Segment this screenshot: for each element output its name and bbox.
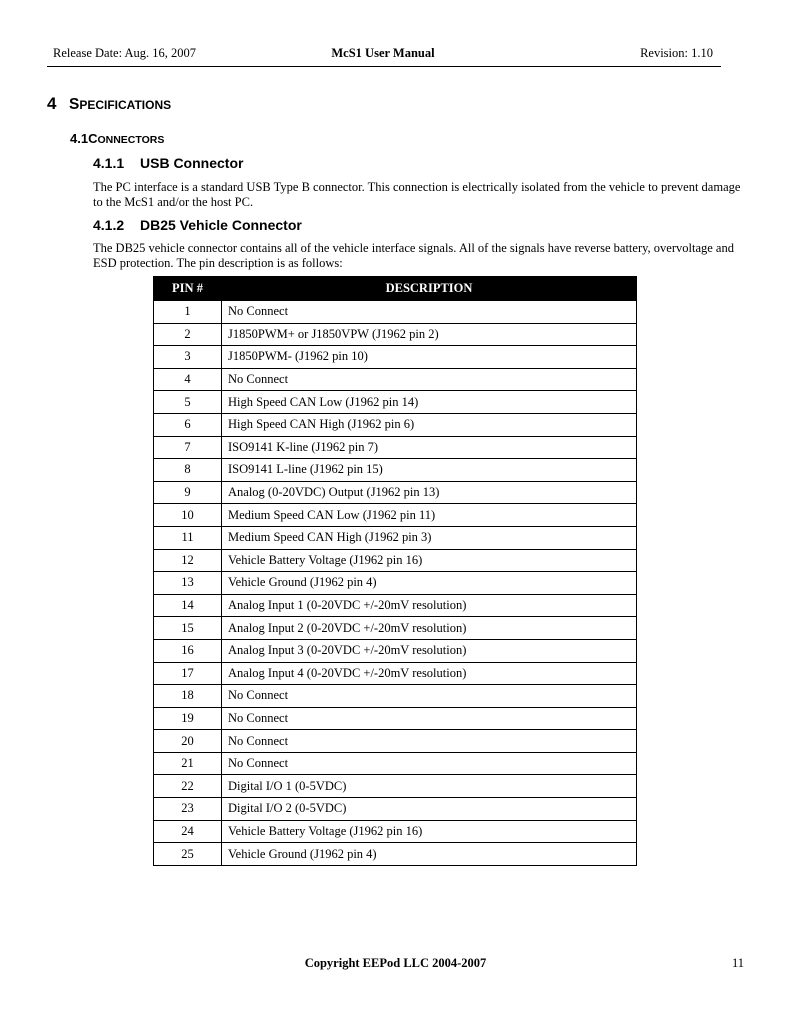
pin-number: 15 (154, 617, 222, 640)
pin-number: 11 (154, 526, 222, 549)
table-row (154, 662, 637, 685)
db25-heading-title: DB25 Vehicle Connector (140, 217, 302, 233)
subsection-title-rest: ONNECTORS (97, 134, 165, 146)
usb-heading-number: 4.1.1 (93, 155, 125, 171)
pin-table-body (154, 301, 637, 866)
table-row (154, 459, 637, 482)
pin-number: 22 (154, 775, 222, 798)
pin-number: 6 (154, 413, 222, 436)
pin-description: Medium Speed CAN Low (J1962 pin 11) (222, 504, 637, 527)
table-row (154, 346, 637, 369)
table-row (154, 481, 637, 504)
pin-number: 19 (154, 707, 222, 730)
pin-description: High Speed CAN Low (J1962 pin 14) (222, 391, 637, 414)
copyright: Copyright EEPod LLC 2004-2007 (304, 956, 487, 970)
table-row (154, 617, 637, 640)
table-row (154, 391, 637, 414)
document-title: McS1 User Manual (331, 46, 435, 60)
pin-description: Vehicle Ground (J1962 pin 4) (222, 843, 637, 866)
table-row (154, 775, 637, 798)
table-row (154, 413, 637, 436)
pin-number: 10 (154, 504, 222, 527)
pin-description: Analog Input 1 (0-20VDC +/-20mV resolution) (222, 594, 637, 617)
pin-description: Vehicle Battery Voltage (J1962 pin 16) (222, 549, 637, 572)
pin-description: ISO9141 K-line (J1962 pin 7) (222, 436, 637, 459)
pin-number: 25 (154, 843, 222, 866)
pin-number: 8 (154, 459, 222, 482)
table-row (154, 572, 637, 595)
table-row (154, 820, 637, 843)
pin-description: Digital I/O 1 (0-5VDC) (222, 775, 637, 798)
pin-number: 16 (154, 639, 222, 662)
table-row (154, 730, 637, 753)
usb-paragraph: The PC interface is a standard USB Type B connector. This connection is electrically isolated from the vehicle to prevent damage to the McS1 and/or the host PC. (93, 180, 741, 209)
usb-heading-title: USB Connector (140, 155, 244, 171)
pin-description: Medium Speed CAN High (J1962 pin 3) (222, 526, 637, 549)
db25-heading-number: 4.1.2 (93, 217, 125, 233)
description-column-header: DESCRIPTION (222, 277, 637, 301)
pin-table (153, 276, 637, 866)
header-divider (47, 66, 721, 67)
table-row (154, 526, 637, 549)
subsection-number: 4.1 (70, 131, 89, 146)
pin-description: No Connect (222, 707, 637, 730)
page-number: 11 (731, 956, 744, 970)
table-row (154, 323, 637, 346)
table-row (154, 752, 637, 775)
pin-description: J1850PWM+ or J1850VPW (J1962 pin 2) (222, 323, 637, 346)
pin-number: 4 (154, 368, 222, 391)
pin-number: 1 (154, 301, 222, 324)
pin-number: 3 (154, 346, 222, 369)
pin-number: 9 (154, 481, 222, 504)
pin-number: 21 (154, 752, 222, 775)
pin-number: 18 (154, 685, 222, 708)
pin-description: Analog Input 2 (0-20VDC +/-20mV resolution) (222, 617, 637, 640)
pin-description: No Connect (222, 368, 637, 391)
pin-number: 12 (154, 549, 222, 572)
subsection-title-initial: C (88, 131, 98, 146)
table-row (154, 301, 637, 324)
pin-number: 20 (154, 730, 222, 753)
pin-number: 5 (154, 391, 222, 414)
page-header (47, 46, 719, 64)
pin-number: 17 (154, 662, 222, 685)
pin-description: No Connect (222, 685, 637, 708)
pin-description: Analog Input 3 (0-20VDC +/-20mV resolution) (222, 639, 637, 662)
table-row (154, 594, 637, 617)
table-row (154, 504, 637, 527)
pin-table-header-row (154, 277, 637, 301)
pin-description: No Connect (222, 730, 637, 753)
pin-description: Vehicle Battery Voltage (J1962 pin 16) (222, 820, 637, 843)
pin-description: Analog (0-20VDC) Output (J1962 pin 13) (222, 481, 637, 504)
table-row (154, 639, 637, 662)
pin-number: 23 (154, 798, 222, 821)
table-row (154, 707, 637, 730)
pin-description: High Speed CAN High (J1962 pin 6) (222, 413, 637, 436)
pin-number: 2 (154, 323, 222, 346)
section-title-rest: PECIFICATIONS (79, 98, 172, 112)
usb-heading (93, 155, 243, 171)
subsection-heading (70, 130, 164, 148)
section-number: 4 (47, 94, 57, 113)
pin-description: Analog Input 4 (0-20VDC +/-20mV resolution) (222, 662, 637, 685)
pin-description: Digital I/O 2 (0-5VDC) (222, 798, 637, 821)
section-title-initial: S (69, 96, 80, 113)
pin-description: No Connect (222, 752, 637, 775)
pin-column-header: PIN # (154, 277, 222, 301)
pin-number: 13 (154, 572, 222, 595)
table-row (154, 843, 637, 866)
table-row (154, 549, 637, 572)
pin-number: 7 (154, 436, 222, 459)
pin-description: No Connect (222, 301, 637, 324)
table-row (154, 798, 637, 821)
pin-description: ISO9141 L-line (J1962 pin 15) (222, 459, 637, 482)
revision: Revision: 1.10 (640, 46, 713, 60)
db25-heading (93, 217, 302, 233)
pin-description: Vehicle Ground (J1962 pin 4) (222, 572, 637, 595)
release-date: Release Date: Aug. 16, 2007 (53, 46, 197, 60)
table-row (154, 685, 637, 708)
table-row (154, 368, 637, 391)
table-row (154, 436, 637, 459)
pin-number: 24 (154, 820, 222, 843)
db25-paragraph: The DB25 vehicle connector contains all of the vehicle interface signals. All of the signals have reverse battery, overvoltage and ESD protection. The pin description is as follows: (93, 241, 734, 270)
pin-description: J1850PWM- (J1962 pin 10) (222, 346, 637, 369)
pin-number: 14 (154, 594, 222, 617)
section-heading (47, 94, 171, 114)
